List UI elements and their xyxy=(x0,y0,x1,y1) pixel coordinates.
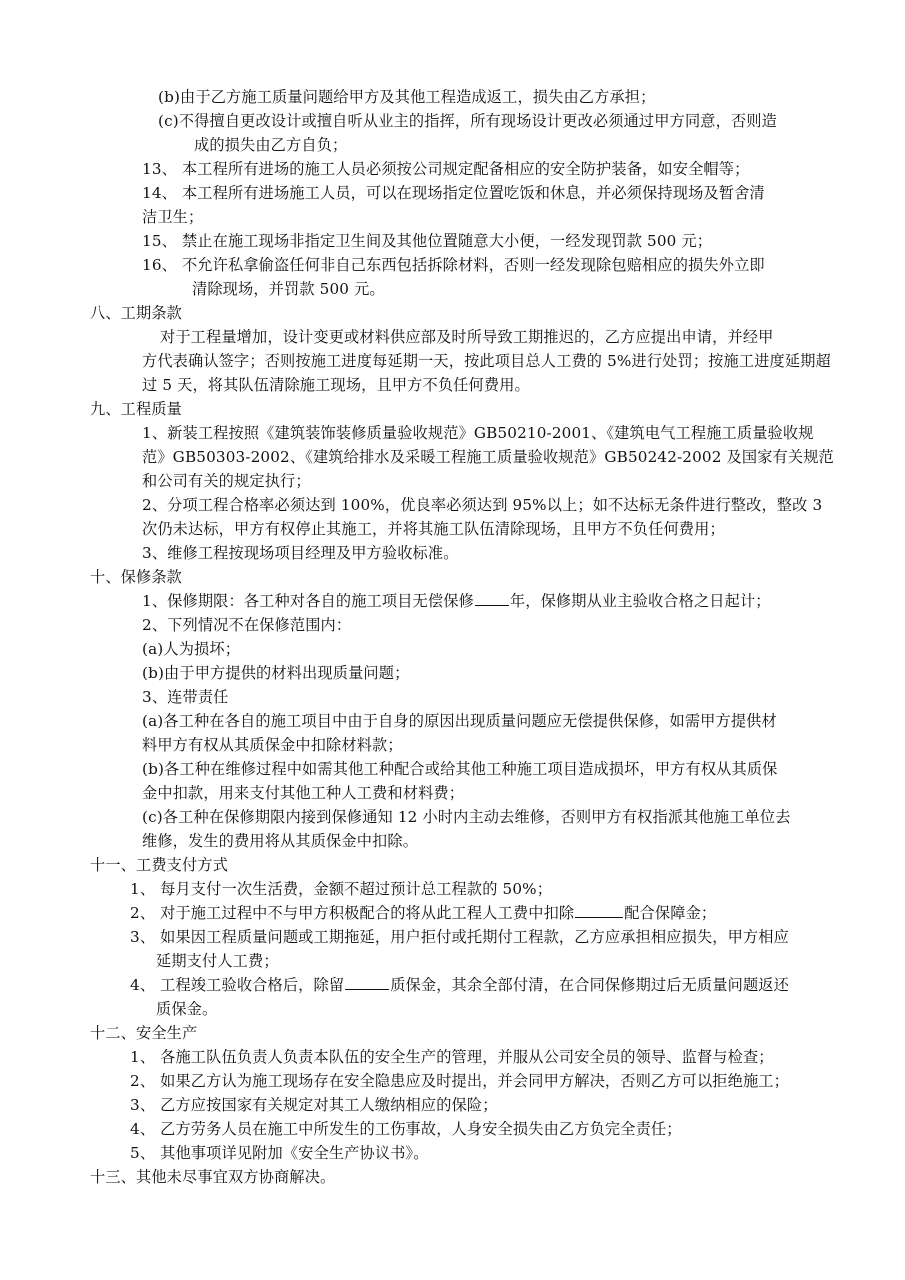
text-line: 延期支付人工费； xyxy=(156,952,279,970)
text-line: (a)各工种在各自的施工项目中由于自身的原因出现质量问题应无偿提供保修，如需甲方提供材 xyxy=(142,712,777,730)
text-line: 过 5 天，将其队伍清除施工现场，且甲方不负任何费用。 xyxy=(142,376,530,394)
text-line xyxy=(130,974,789,996)
text-line: 料甲方有权从其质保金中扣除材料款； xyxy=(142,736,403,754)
text-line: 1、 每月支付一次生活费，金额不超过预计总工程款的 50%； xyxy=(130,880,553,898)
text-line: 3、 乙方应按国家有关规定对其工人缴纳相应的保险； xyxy=(130,1096,498,1114)
text-line: 次仍未达标，甲方有权停止其施工，并将其施工队伍清除现场，且甲方不负任何费用； xyxy=(142,520,725,538)
text-line: (b)由于甲方提供的材料出现质量问题； xyxy=(142,664,410,682)
text-segment: 年，保修期从业主验收合格之日起计； xyxy=(509,592,771,610)
section-heading: 九、工程质量 xyxy=(90,400,183,418)
text-line: 金中扣款，用来支付其他工种人工费和材料费； xyxy=(142,784,465,802)
text-segment: 质保金，其余全部付清，在合同保修期过后无质量问题返还 xyxy=(390,976,789,994)
text-line: 质保金。 xyxy=(156,1000,218,1018)
text-line: 1、 各施工队伍负责人负责本队伍的安全生产的管理，并服从公司安全员的领导、监督与检查； xyxy=(130,1048,774,1066)
text-line: 和公司有关的规定执行； xyxy=(142,472,311,490)
fill-in-blank xyxy=(575,916,623,918)
text-line: (b)由于乙方施工质量问题给甲方及其他工程造成返工，损失由乙方承担； xyxy=(158,88,656,106)
text-line: 范》GB50303-2002、《建筑给排水及采暖工程施工质量验收规范》GB50242-2002 及国家有关规范 xyxy=(142,448,834,466)
text-line xyxy=(130,902,716,924)
text-line: 3、连带责任 xyxy=(142,688,229,706)
fill-in-blank xyxy=(475,604,509,606)
text-line xyxy=(142,590,771,612)
text-line: 2、分项工程合格率必须达到 100%，优良率必须达到 95%以上；如不达标无条件进行整改，整改 3 xyxy=(142,496,823,514)
section-heading: 八、工期条款 xyxy=(90,304,183,322)
text-line: 15、 禁止在施工现场非指定卫生间及其他位置随意大小便，一经发现罚款 500 元； xyxy=(142,232,713,250)
text-line: (a)人为损坏； xyxy=(142,640,241,658)
section-heading: 十三、其他未尽事宜双方协商解决。 xyxy=(90,1168,336,1186)
text-segment: 4、 工程竣工验收合格后，除留 xyxy=(130,976,345,994)
text-line: 方代表确认签字；否则按施工进度每延期一天，按此项目总人工费的 5%进行处罚；按施工进度延期超 xyxy=(142,352,831,370)
section-heading: 十一、工费支付方式 xyxy=(90,856,229,874)
text-line: 成的损失由乙方自负； xyxy=(194,136,348,154)
text-line: 3、维修工程按现场项目经理及甲方验收标准。 xyxy=(142,544,459,562)
text-segment: 1、保修期限：各工种对各自的施工项目无偿保修 xyxy=(142,592,474,610)
text-line: (b)各工种在维修过程中如需其他工种配合或给其他工种施工项目造成损坏，甲方有权从其质保 xyxy=(142,760,778,778)
text-line: 2、 如果乙方认为施工现场存在安全隐患应及时提出，并会同甲方解决，否则乙方可以拒绝施工； xyxy=(130,1072,789,1090)
text-line: (c)各工种在保修期限内接到保修通知 12 小时内主动去维修，否则甲方有权指派其他施工单位去 xyxy=(142,808,791,826)
text-line: 5、 其他事项详见附加《安全生产协议书》。 xyxy=(130,1144,429,1162)
text-line: 16、 不允许私拿偷盗任何非自己东西包括拆除材料，否则一经发现除包赔相应的损失外立即 xyxy=(142,256,765,274)
text-line: 洁卫生； xyxy=(142,208,204,226)
text-line: 3、 如果因工程质量问题或工期拖延，用户拒付或托期付工程款，乙方应承担相应损失，甲方相应 xyxy=(130,928,789,946)
text-line: 4、 乙方劳务人员在施工中所发生的工伤事故，人身安全损失由乙方负完全责任； xyxy=(130,1120,682,1138)
text-line: 清除现场，并罚款 500 元。 xyxy=(192,280,385,298)
text-segment: 2、 对于施工过程中不与甲方积极配合的将从此工程人工费中扣除 xyxy=(130,904,575,922)
section-heading: 十二、安全生产 xyxy=(90,1024,198,1042)
text-line: 维修，发生的费用将从其质保金中扣除。 xyxy=(142,832,419,850)
text-line: 对于工程量增加，设计变更或材料供应部及时所导致工期推迟的，乙方应提出申请，并经甲 xyxy=(160,328,774,346)
section-heading: 十、保修条款 xyxy=(90,568,183,586)
text-line: 13、 本工程所有进场的施工人员必须按公司规定配备相应的安全防护装备，如安全帽等； xyxy=(142,160,750,178)
text-segment: 配合保障金； xyxy=(624,904,717,922)
text-line: 14、 本工程所有进场施工人员，可以在现场指定位置吃饭和休息，并必须保持现场及暂舍清 xyxy=(142,184,765,202)
fill-in-blank xyxy=(345,988,389,990)
text-line: (c)不得擅自更改设计或擅自听从业主的指挥，所有现场设计更改必须通过甲方同意，否则造 xyxy=(158,112,777,130)
text-line: 2、下列情况不在保修范围内： xyxy=(142,616,352,634)
text-line: 1、新装工程按照《建筑装饰装修质量验收规范》GB50210-2001、《建筑电气工程施工质量验收规 xyxy=(142,424,814,442)
